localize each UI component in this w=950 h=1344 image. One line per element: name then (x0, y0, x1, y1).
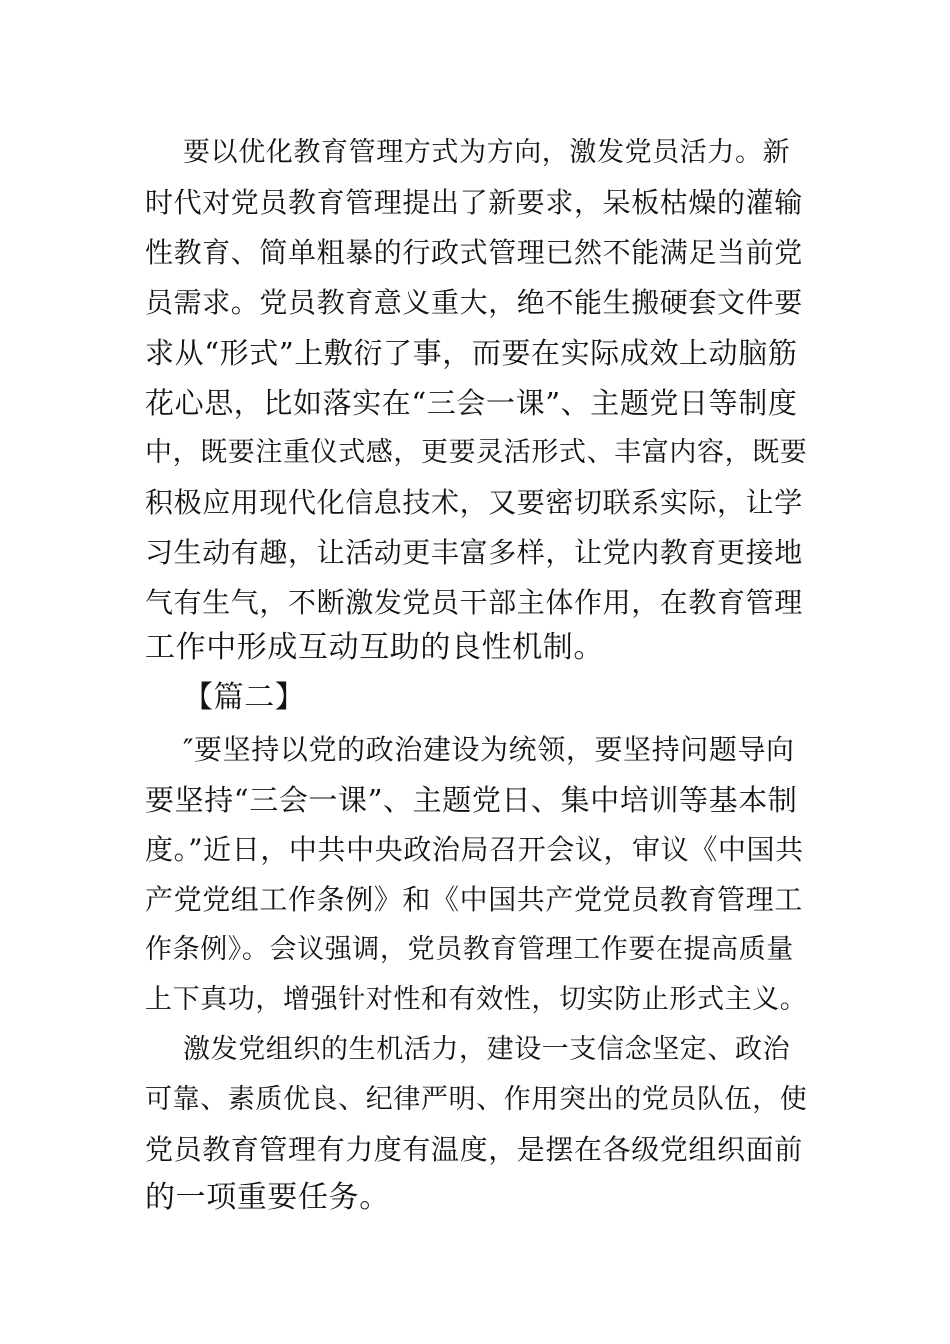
text-line: 作条例》。会议强调，党员教育管理工作要在提高质量 (145, 934, 794, 965)
text-line: ″要坚持以党的政治建设为统领，要坚持问题导向 (183, 733, 795, 766)
text-line: 求从“形式”上敷衍了事，而要在实际成效上动脑筋 (145, 336, 798, 370)
text-line: 的一项重要任务。 (145, 1180, 390, 1215)
text-line: 中，既要注重仪式感，更要灵活形式、丰富内容，既要 (145, 437, 808, 468)
text-line: 可靠、素质优良、纪律严明、作用突出的党员队伍，使 (145, 1084, 808, 1115)
text-line: 员需求。党员教育意义重大，绝不能生搬硬套文件要 (145, 286, 803, 319)
text-line: 上下真功，增强针对性和有效性，切实防止形式主义。 (145, 984, 808, 1015)
text-line: 工作中形成互动互助的良性机制。 (145, 630, 604, 665)
text-line: 时代对党员教育管理提出了新要求，呆板枯燥的灌输 (145, 186, 803, 219)
text-line: 花心思，比如落实在“三会一课”、主题党日等制度 (145, 386, 798, 420)
text-line: 性教育、简单粗暴的行政式管理已然不能满足当前党 (145, 236, 803, 269)
text-line: 要坚持“三会一课”、主题党日、集中培训等基本制 (145, 783, 798, 817)
text-line: 党员教育管理有力度有温度，是摆在各级党组织面前 (145, 1133, 803, 1166)
text-line: 习生动有趣，让活动更丰富多样，让党内教育更接地 (145, 536, 803, 569)
text-line: 度。”近日，中共中央政治局召开会议，审议《中国共 (145, 833, 804, 866)
text-line: 产党党组工作条例》和《中国共产党党员教育管理工 (145, 883, 803, 916)
text-line: 气有生气，不断激发党员干部主体作用，在教育管理 (145, 586, 803, 619)
section-heading: 【篇二】 (183, 680, 306, 715)
text-line: 积极应用现代化信息技术，又要密切联系实际，让学 (145, 486, 803, 519)
text-line: 激发党组织的生机活力，建设一支信念坚定、政治 (183, 1034, 791, 1065)
text-line: 要以优化教育管理方式为方向，激发党员活力。新 (183, 137, 791, 168)
